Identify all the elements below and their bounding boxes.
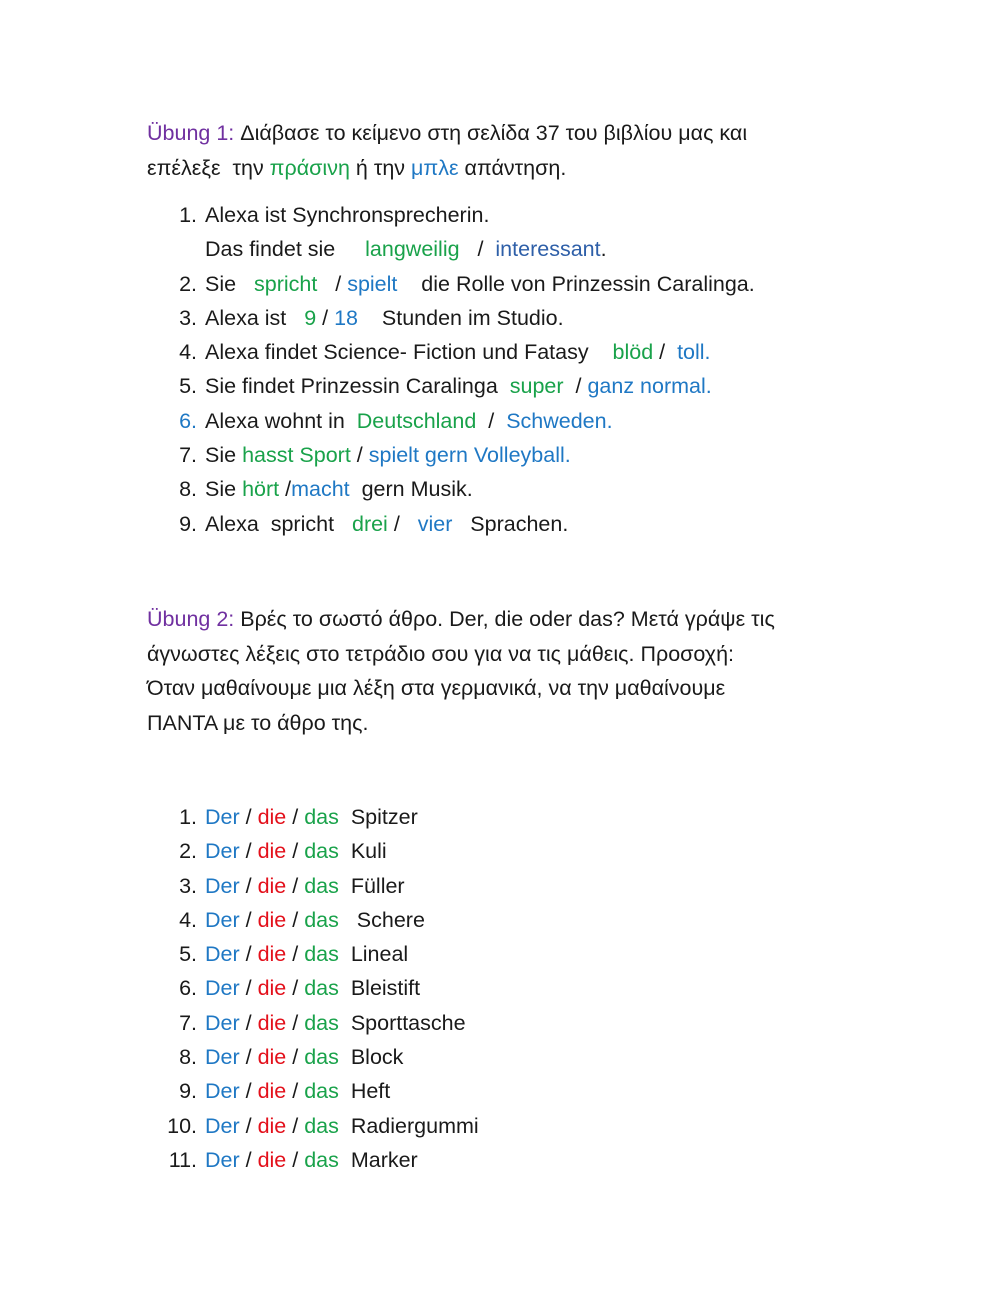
article-das[interactable]: das — [304, 1079, 339, 1104]
option-blue[interactable]: interessant — [495, 237, 601, 262]
option-blue[interactable]: 18 — [334, 305, 358, 330]
article-der[interactable]: Der — [205, 907, 240, 932]
noun: Sporttasche — [338, 1010, 466, 1035]
option-blue[interactable]: Schweden. — [506, 408, 613, 433]
exercise2-instruction-line3: Όταν μαθαίνουμε μια λέξη στα γερμανικά, να την μαθαίνουμε — [147, 676, 726, 700]
article-die[interactable]: die — [257, 873, 287, 898]
option-green[interactable]: hört — [242, 477, 280, 502]
exercise2-item: 9. Der / die / das Heft — [179, 1079, 391, 1104]
article-das[interactable]: das — [304, 839, 339, 864]
option-blue[interactable]: toll. — [677, 340, 711, 365]
article-die[interactable]: die — [257, 1147, 287, 1172]
exercise1-label: Übung 1: — [147, 121, 235, 145]
exercise2-item: 4. Der / die / das Schere — [179, 907, 425, 932]
article-das[interactable]: das — [304, 1010, 339, 1035]
exercise2-item: 7. Der / die / das Sporttasche — [179, 1010, 466, 1035]
noun: Radiergummi — [338, 1113, 479, 1138]
noun: Bleistift — [338, 976, 421, 1001]
noun: Kuli — [338, 839, 387, 864]
exercise1-instruction — [147, 116, 887, 185]
article-das[interactable]: das — [304, 1045, 339, 1070]
exercise1-item: 7. Sie hasst Sport / spielt gern Volleyball. — [179, 443, 571, 468]
exercise2-item: 11. Der / die / das Marker — [168, 1147, 418, 1172]
option-blue[interactable]: vier — [417, 511, 453, 536]
exercise1-list — [147, 198, 907, 541]
article-das[interactable]: das — [304, 942, 339, 967]
article-das[interactable]: das — [304, 907, 339, 932]
article-der[interactable]: Der — [205, 976, 240, 1001]
exercise2-list — [147, 800, 907, 1177]
article-der[interactable]: Der — [205, 942, 240, 967]
noun: Füller — [338, 873, 405, 898]
exercise1-item: 8. Sie hört /macht gern Musik. — [179, 477, 473, 502]
article-die[interactable]: die — [257, 1113, 287, 1138]
exercise1-item: 5. Sie findet Prinzessin Caralinga super / ganz normal. — [179, 374, 712, 399]
noun: Schere — [338, 907, 425, 932]
exercise2-item: 5. Der / die / das Lineal — [179, 942, 409, 967]
exercise2-instruction-line2: άγνωστες λέξεις στο τετράδιο σου για να τις μάθεις. Προσοχή: — [147, 641, 735, 666]
article-die[interactable]: die — [257, 1045, 287, 1070]
exercise1-item: 4. Alexa findet Science- Fiction und Fatasy blöd / toll. — [179, 340, 711, 365]
article-die[interactable]: die — [257, 1079, 287, 1104]
exercise1-item: 6. Alexa wohnt in Deutschland / Schweden. — [179, 408, 613, 433]
exercise2-item: 6. Der / die / das Bleistift — [179, 976, 421, 1001]
exercise2-item: 1. Der / die / das Spitzer — [179, 805, 418, 829]
noun: Heft — [338, 1079, 391, 1104]
green-keyword: πράσινη — [269, 155, 350, 180]
article-die[interactable]: die — [257, 839, 287, 864]
option-green[interactable]: 9 — [304, 305, 317, 330]
article-das[interactable]: das — [304, 1147, 339, 1172]
article-das[interactable]: das — [304, 873, 339, 898]
option-green[interactable]: langweilig — [365, 237, 460, 262]
article-der[interactable]: Der — [205, 1147, 240, 1172]
noun: Lineal — [338, 942, 409, 967]
article-das[interactable]: das — [304, 805, 339, 829]
exercise1-item: 1. Alexa ist Synchronsprecherin. Das findet sie langweilig / interessant. — [179, 203, 607, 262]
article-der[interactable]: Der — [205, 1079, 240, 1104]
option-green[interactable]: super — [509, 374, 564, 399]
option-blue[interactable]: spielt gern Volleyball. — [368, 443, 571, 468]
option-blue[interactable]: spielt — [347, 271, 398, 296]
option-green[interactable]: spricht — [254, 271, 318, 296]
article-der[interactable]: Der — [205, 1045, 240, 1070]
option-blue[interactable]: macht — [291, 477, 350, 502]
article-die[interactable]: die — [257, 1010, 287, 1035]
noun: Spitzer — [338, 805, 418, 829]
exercise2-instruction-line1: Übung 2: Βρές το σωστό άθρο. Der, die oder das? Μετά γράψε τις — [147, 607, 775, 631]
article-der[interactable]: Der — [205, 873, 240, 898]
article-der[interactable]: Der — [205, 805, 240, 829]
option-green[interactable]: Deutschland — [356, 408, 477, 433]
article-der[interactable]: Der — [205, 1113, 240, 1138]
blue-keyword: μπλε — [411, 155, 459, 180]
article-das[interactable]: das — [304, 1113, 339, 1138]
option-green[interactable]: blöd — [612, 340, 654, 365]
article-die[interactable]: die — [257, 976, 287, 1001]
article-der[interactable]: Der — [205, 839, 240, 864]
exercise2-item: 3. Der / die / das Füller — [179, 873, 405, 898]
article-der[interactable]: Der — [205, 1010, 240, 1035]
option-blue[interactable]: ganz normal. — [587, 374, 712, 399]
exercise1-instruction-line1: Übung 1: Διάβασε το κείμενο στη σελίδα 37 του βιβλίου μας και — [147, 121, 748, 145]
exercise2-item: 8. Der / die / das Block — [179, 1045, 404, 1070]
article-die[interactable]: die — [257, 907, 287, 932]
noun: Block — [338, 1045, 404, 1070]
article-das[interactable]: das — [304, 976, 339, 1001]
exercise2-instruction-line4: ΠΑΝΤΑ με το άθρο της. — [147, 710, 369, 735]
option-green[interactable]: drei — [351, 511, 388, 536]
exercise1-item: 3. Alexa ist 9 / 18 Stunden im Studio. — [179, 305, 564, 330]
exercise2-item: 2. Der / die / das Kuli — [179, 839, 387, 864]
exercise1-instruction-line2: επέλεξε την πράσινη ή την μπλε απάντηση. — [147, 155, 567, 180]
exercise1-item: 2. Sie spricht / spielt die Rolle von Prinzessin Caralinga. — [179, 271, 755, 296]
exercise2-instruction — [147, 602, 887, 740]
article-die[interactable]: die — [257, 805, 287, 829]
exercise2-label: Übung 2: — [147, 607, 235, 631]
exercise2-item: 10. Der / die / das Radiergummi — [167, 1113, 479, 1138]
option-green[interactable]: hasst Sport — [242, 443, 351, 468]
noun: Marker — [338, 1147, 418, 1172]
article-die[interactable]: die — [257, 942, 287, 967]
exercise1-item: 9. Alexa spricht drei / vier Sprachen. — [179, 511, 569, 536]
